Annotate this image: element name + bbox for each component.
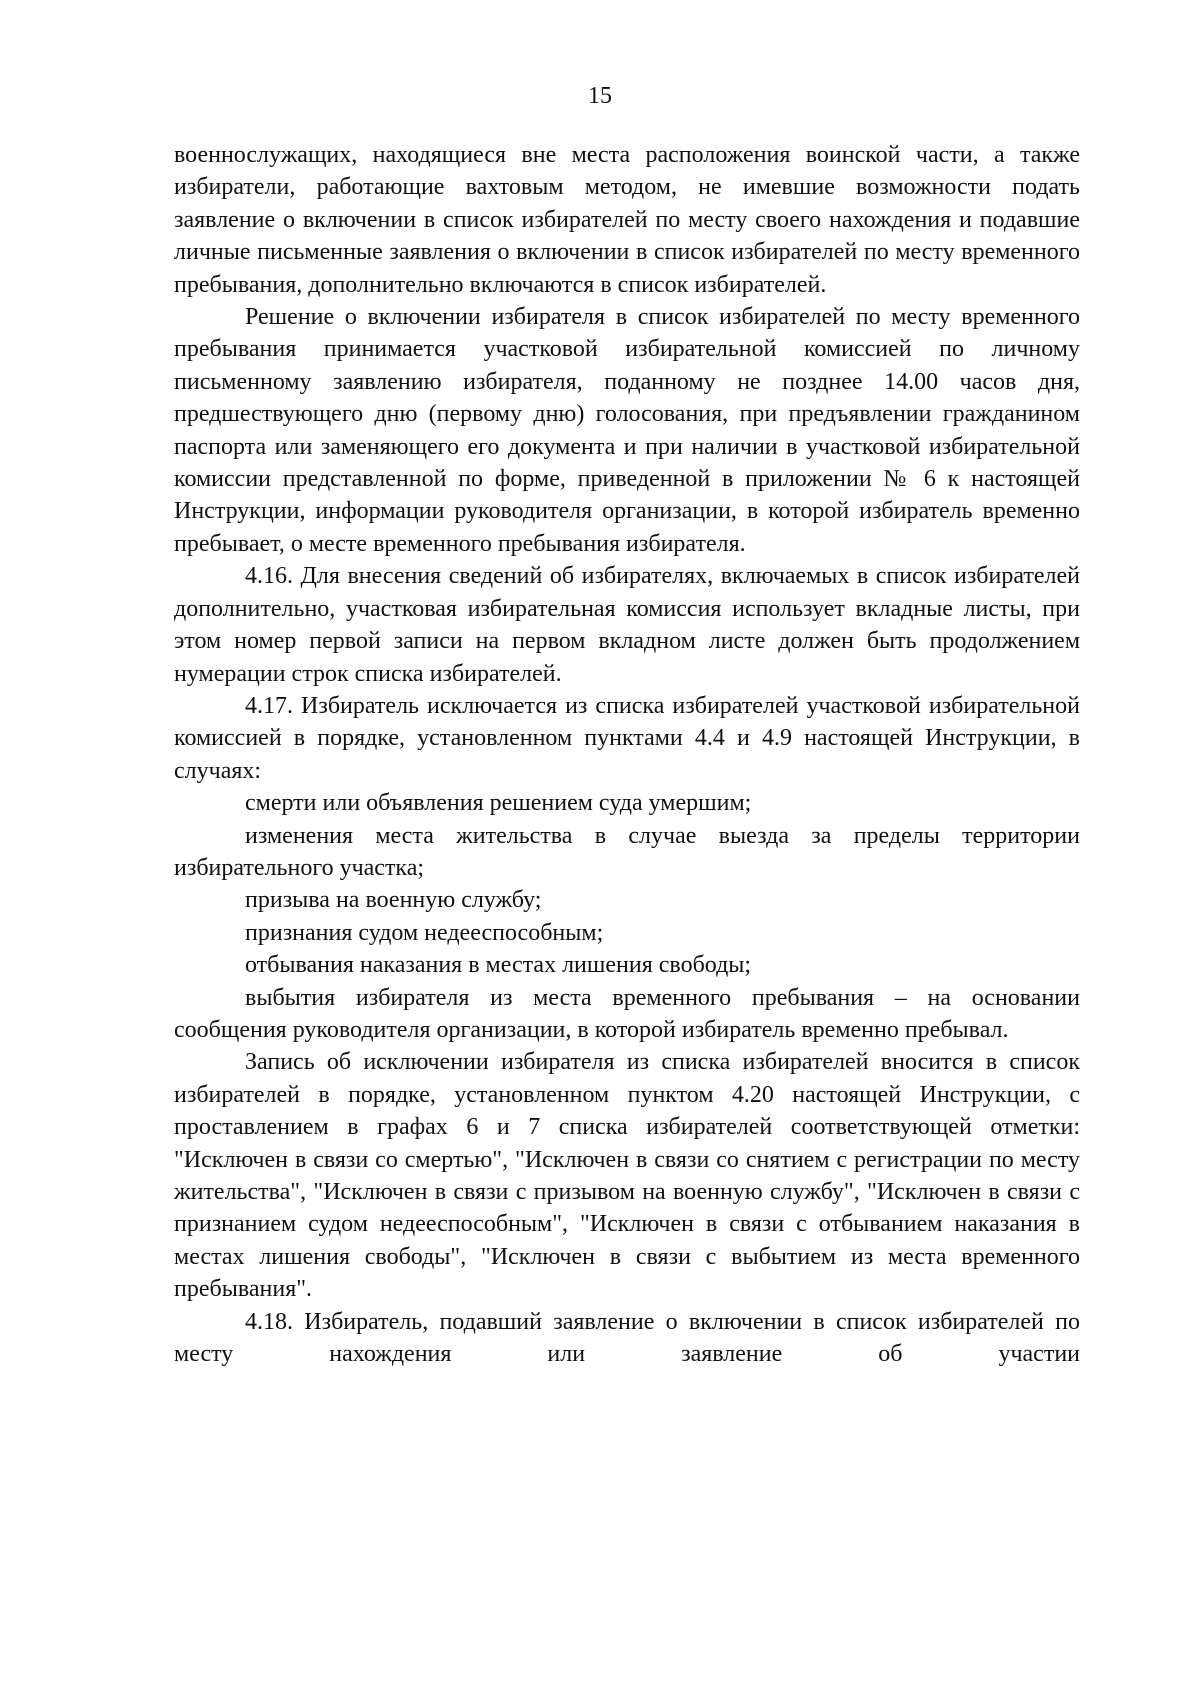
paragraph-4-16: 4.16. Для внесения сведений об избирателях, включаемых в список избирателей дополнительно, участковая избирательная комиссия использует вкладные листы, при этом номер первой записи на первом вкладном листе должен быть продолжением нумерации строк списка избирателей.: [174, 563, 1080, 687]
paragraph-4-17: 4.17. Избиратель исключается из списка избирателей участковой избирательной комиссией в порядке, установленном пунктами 4.4 и 4.9 настоящей Инструкции, в случаях:: [174, 692, 1080, 784]
list-item-death: смерти или объявления решением суда умершим;: [245, 790, 752, 817]
paragraph-continuation: военнослужащих, находящиеся вне места расположения воинской части, а также избиратели, работающие вахтовым методом, не имевшие возможности подать заявление о включении в список избирателей по месту своего нахождения и подавшие личные письменные заявления о включении в список избирателей по месту временного пребывания, дополнительно включаются в список избирателей.: [174, 142, 1080, 298]
list-item-military-service: призыва на военную службу;: [245, 887, 542, 914]
page-number: 15: [588, 83, 612, 109]
paragraph-4-18: 4.18. Избиратель, подавший заявление о включении в список избирателей по месту нахождения или заявление об участии: [174, 1308, 1080, 1368]
paragraph-inclusion-decision: Решение о включении избирателя в список избирателей по месту временного пребывания принимается участковой избирательной комиссией по личному письменному заявлению избирателя, поданному не позднее 14.00 часов дня, предшествующего дню (первому дню) голосования, при предъявлении гражданином паспорта или заменяющего его документа и при наличии в участковой избирательной комиссии представленной по форме, приведенной в приложении № 6 к настоящей Инструкции, информации руководителя организации, в которой избиратель временно пребывает, о месте временного пребывания избирателя.: [174, 304, 1080, 557]
list-item-residence-change: изменения места жительства в случае выезда за пределы территории избирательного участка;: [174, 822, 1080, 881]
list-item-imprisonment: отбывания наказания в местах лишения свободы;: [245, 952, 752, 979]
list-item-incapacity: признания судом недееспособным;: [245, 919, 604, 946]
paragraph-exclusion-record: Запись об исключении избирателя из списка избирателей вносится в список избирателей в порядке, установленном пунктом 4.20 настоящей Инструкции, с проставлением в графах 6 и 7 списка избирателей соответствующей отметки: "Исключен в связи со смертью", "Исключен в связи со снятием с регистрации по месту жительства", "Исключен в связи с призывом на военную службу", "Исключен в связи с признанием судом недееспособным", "Исключен в связи с отбыванием наказания в местах лишения свободы", "Исключен в связи с выбытием из места временного пребывания".: [174, 1049, 1080, 1303]
document-body: [174, 139, 1080, 1370]
list-item-departure: выбытия избирателя из места временного пребывания – на основании сообщения руководителя организации, в которой избиратель временно пребывал.: [174, 984, 1080, 1043]
